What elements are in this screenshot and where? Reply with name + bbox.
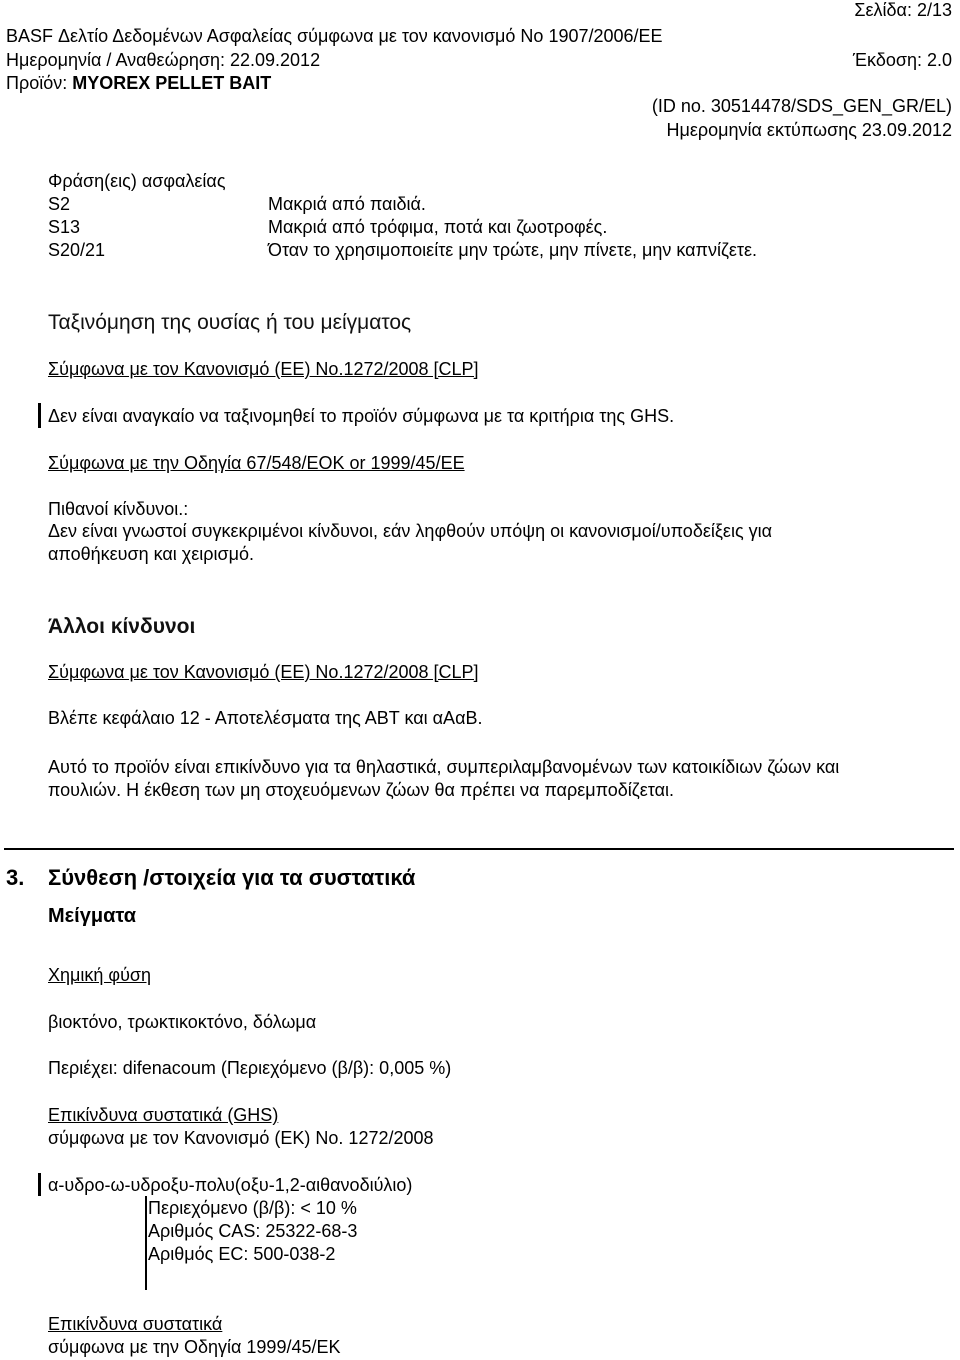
eec-link: Σύμφωνα με την Οδηγία 67/548/ΕΟΚ or 1999/45/ΕΕ bbox=[48, 453, 465, 473]
page-number: Σελίδα: 2/13 bbox=[854, 0, 952, 20]
safety-code: S20/21 bbox=[48, 240, 106, 260]
clp-link: Σύμφωνα με τον Κανονισμό (ΕΕ) Νο.1272/2008 [CLP] bbox=[48, 359, 479, 379]
ingredient-ec: Αριθμός EC: 500-038-2 bbox=[148, 1244, 336, 1264]
directive-text: σύμφωνα με την Οδηγία 1999/45/ΕΚ bbox=[48, 1337, 341, 1357]
safety-code: S2 bbox=[48, 194, 71, 214]
change-bar bbox=[38, 403, 41, 428]
section-divider bbox=[4, 848, 954, 850]
ingredient-cas: Αριθμός CAS: 25322-68-3 bbox=[148, 1221, 358, 1241]
ingredient-content: Περιεχόμενο (β/β): < 10 % bbox=[148, 1198, 357, 1218]
safety-text: Όταν το χρησιμοποιείτε μην τρώτε, μην πίνετε, μην καπνίζετε. bbox=[268, 240, 758, 260]
version: Έκδοση: 2.0 bbox=[852, 50, 952, 70]
product-line bbox=[6, 73, 271, 94]
mixtures-heading: Μείγματα bbox=[48, 905, 137, 927]
document-title: BASF Δελτίο Δεδομένων Ασφαλείας σύμφωνα με τον κανονισμό Νο 1907/2006/ΕΕ bbox=[6, 26, 663, 46]
see-chapter: Βλέπε κεφάλαιο 12 - Αποτελέσματα της ΑΒΤ και αΑαΒ. bbox=[48, 708, 483, 728]
change-bar bbox=[38, 1173, 41, 1196]
product-label: Προϊόν: bbox=[6, 73, 73, 93]
safety-title: Φράση(εις) ασφαλείας bbox=[48, 171, 226, 191]
ghs-link: Επικίνδυνα συστατικά (GHS) bbox=[48, 1105, 279, 1125]
safety-text: Μακριά από παιδιά. bbox=[268, 194, 426, 214]
contains-text: Περιέχει: difenacoum (Περιεχόμενο (β/β): 0,005 %) bbox=[48, 1058, 452, 1078]
chemical-nature-link: Χημική φύση bbox=[48, 965, 152, 985]
other-hazards-heading: Άλλοι κίνδυνοι bbox=[48, 615, 196, 638]
chemical-nature-text: βιοκτόνο, τρωκτικοκτόνο, δόλωμα bbox=[48, 1012, 317, 1032]
possible-hazards-line: αποθήκευση και χειρισμό. bbox=[48, 544, 254, 564]
section-number: 3. bbox=[6, 865, 25, 890]
clp-text: Δεν είναι αναγκαίο να ταξινομηθεί το προϊόν σύμφωνα με τα κριτήρια της GHS. bbox=[48, 406, 675, 426]
product-name: MYOREX PELLET BAIT bbox=[72, 73, 272, 93]
change-bar bbox=[145, 1196, 147, 1290]
possible-hazards-label: Πιθανοί κίνδυνοι.: bbox=[48, 499, 189, 519]
ghs-regulation: σύμφωνα με τον Κανονισμό (ΕΚ) Νο. 1272/2008 bbox=[48, 1128, 434, 1148]
safety-text: Μακριά από τρόφιμα, ποτά και ζωοτροφές. bbox=[268, 217, 608, 237]
section-title: Σύνθεση /στοιχεία για τα συστατικά bbox=[48, 865, 416, 890]
revision-date: Ημερομηνία / Αναθεώρηση: 22.09.2012 bbox=[6, 50, 321, 70]
print-date: Ημερομηνία εκτύπωσης 23.09.2012 bbox=[666, 120, 952, 140]
hazard-line: Αυτό το προϊόν είναι επικίνδυνο για τα θηλαστικά, συμπεριλαμβανομένων των κατοικίδιων ζώων και bbox=[48, 757, 840, 777]
hazard-line: πουλιών. Η έκθεση των μη στοχευόμενων ζώων θα πρέπει να παρεμποδίζεται. bbox=[48, 780, 675, 800]
other-clp-link: Σύμφωνα με τον Κανονισμό (ΕΕ) Νο.1272/2008 [CLP] bbox=[48, 662, 479, 682]
classification-heading: Ταξινόμηση της ουσίας ή του μείγματος bbox=[48, 311, 412, 334]
ingredient-name: α-υδρο-ω-υδροξυ-πολυ(οξυ-1,2-αιθανοδιύλιο) bbox=[48, 1175, 413, 1195]
id-number: (ID no. 30514478/SDS_GEN_GR/EL) bbox=[651, 96, 952, 116]
hazardous-ingredients-link: Επικίνδυνα συστατικά bbox=[48, 1314, 223, 1334]
possible-hazards-line: Δεν είναι γνωστοί συγκεκριμένοι κίνδυνοι, εάν ληφθούν υπόψη οι κανονισμοί/υποδείξεις για bbox=[48, 521, 773, 541]
safety-code: S13 bbox=[48, 217, 81, 237]
